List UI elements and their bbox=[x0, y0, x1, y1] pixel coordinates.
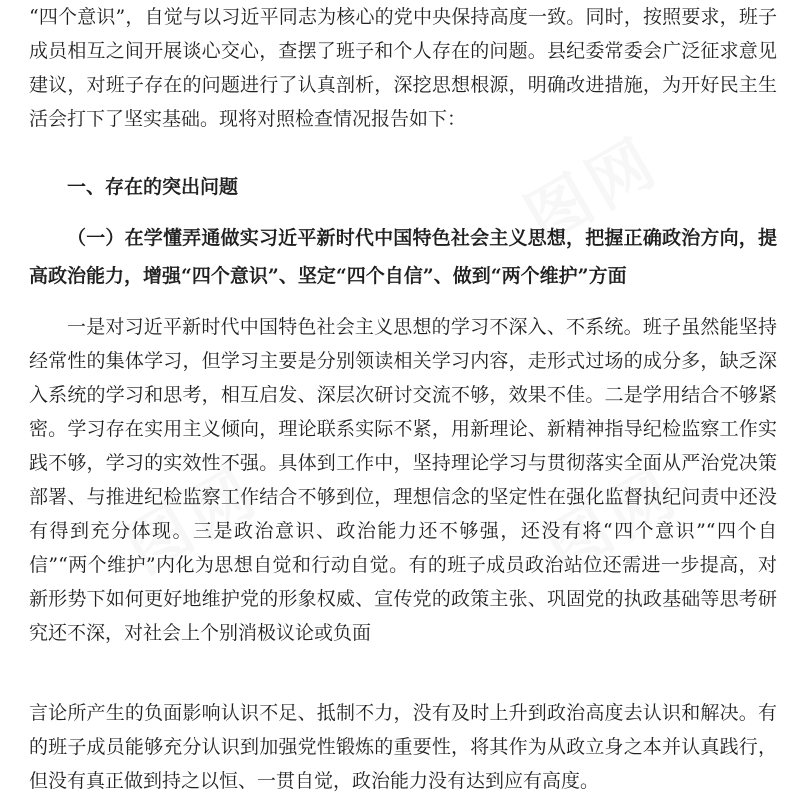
body-paragraph: 一是对习近平新时代中国特色社会主义思想的学习不深入、不系统。班子虽然能坚持经常性的集体学习，但学习主要是分别领读相关学习内容，走形式过场的成分多，缺乏深入系统的学习和思考，相互启发、深层次研讨交流不够，效果不佳。二是学用结合不够紧密。学习存在实用主义倾向，理论联系实际不紧，用新理论、新精神指导纪检监察工作实践不够，学习的实效性不强。具体到工作中，坚持理论学习与贯彻落实全面从严治党决策部署、与推进纪检监察工作结合不够到位，理想信念的坚定性在强化监督执纪问责中还没有得到充分体现。三是政治意识、政治能力还不够强，还没有将“四个意识”“四个自信”“两个维护”内化为思想自觉和行动自觉。有的班子成员政治站位还需进一步提高，对新形势下如何更好地维护党的形象权威、宣传党的政策主张、巩固党的执政基础等思考研究还不深，对社会上个别消极议论或负面 bbox=[29, 316, 777, 644]
subsection-heading: （一）在学懂弄通做实习近平新时代中国特色社会主义思想，把握正确政治方向，提高政治能力，增强“四个意识”、坚定“四个自信”、做到“两个维护”方面 bbox=[29, 227, 777, 287]
watermark: 图网 bbox=[513, 124, 673, 259]
continuation-paragraph: 言论所产生的负面影响认识不足、抵制不力，没有及时上升到政治高度去认识和解决。有的班子成员能够充分认识到加强党性锻炼的重要性，将其作为从政立身之本并认真践行，但没有真正做到持之以恒、一贯自觉，政治能力没有达到应有高度。 bbox=[29, 702, 777, 792]
section-heading: 一、存在的突出问题 bbox=[67, 176, 239, 198]
intro-paragraph: “四个意识”，自觉与以习近平同志为核心的党中央保持高度一致。同时，按照要求，班子成员相互之间开展谈心交心，查摆了班子和个人存在的问题。县纪委常委会广泛征求意见建议，对班子存在的问题进行了认真剖析，深挖思想根源，明确改进措施，为开好民主生活会打下了坚实基础。现将对照检查情况报告如下： bbox=[29, 6, 777, 130]
watermark: 图网 bbox=[533, 454, 693, 589]
watermark: 图网 bbox=[113, 454, 273, 589]
